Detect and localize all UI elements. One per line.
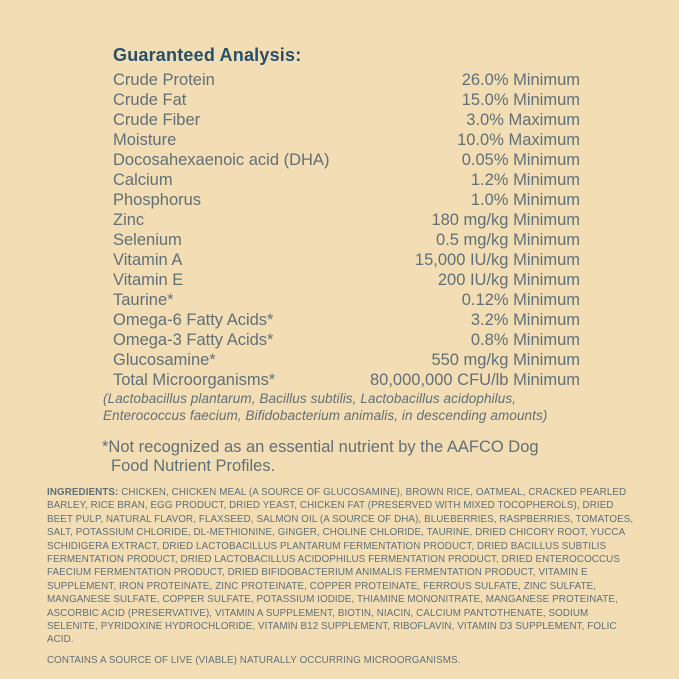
nutrient-name: Vitamin A (113, 251, 183, 269)
aafco-footnote-line: Food Nutrient Profiles. (111, 457, 276, 475)
guaranteed-analysis-heading: Guaranteed Analysis: (113, 45, 302, 65)
nutrient-guarantee-value: 15.0% Minimum (461, 91, 580, 109)
ingredients-section (47, 486, 639, 667)
ga-table-row (113, 270, 580, 290)
ga-table-row (113, 250, 580, 270)
ga-table-row (113, 130, 580, 150)
nutrient-name: Phosphorus (113, 191, 202, 209)
aafco-footnote (102, 438, 580, 476)
nutrient-name: Moisture (113, 131, 177, 149)
nutrient-name: Glucosamine* (113, 351, 216, 369)
nutrient-guarantee-value: 26.0% Minimum (461, 71, 580, 89)
nutrient-name: Taurine* (113, 291, 174, 309)
nutrient-guarantee-value: 1.2% Minimum (470, 171, 580, 189)
nutrient-guarantee-value: 80,000,000 CFU/lb Minimum (369, 371, 580, 389)
nutrient-name: Calcium (113, 171, 173, 189)
ga-table-row (113, 210, 580, 230)
aafco-footnote-line: *Not recognized as an essential nutrient by the AAFCO Dog (102, 438, 539, 456)
nutrient-name: Crude Fiber (113, 111, 201, 129)
ingredients-label: INGREDIENTS: (47, 487, 119, 498)
nutrient-guarantee-value: 0.5 mg/kg Minimum (436, 231, 580, 249)
nutrient-guarantee-value: 10.0% Maximum (457, 131, 580, 149)
nutrient-guarantee-value: 0.8% Minimum (470, 331, 580, 349)
nutrient-name: Crude Fat (113, 91, 187, 109)
nutrient-guarantee-value: 200 IU/kg Minimum (437, 271, 580, 289)
microorganisms-note-line: (Lactobacillus plantarum, Bacillus subtilis, Lactobacillus acidophilus, (103, 391, 517, 406)
guaranteed-analysis-section (102, 45, 580, 476)
ga-table-row (113, 350, 580, 370)
nutrient-name: Total Microorganisms* (113, 371, 276, 389)
ga-table-row (113, 70, 580, 90)
nutrient-guarantee-value: 0.12% Minimum (461, 291, 580, 309)
ingredients-paragraph (47, 486, 639, 647)
ga-table-row (113, 230, 580, 250)
ga-table-row (113, 310, 580, 330)
ga-table-row (113, 110, 580, 130)
ga-table (113, 70, 580, 390)
ga-table-row (113, 330, 580, 350)
ingredients-list-text: CHICKEN, CHICKEN MEAL (A SOURCE OF GLUCOSAMINE), BROWN RICE, OATMEAL, CRACKED PEARLED BARLEY, RICE BRAN, EGG PRODUCT, DRIED YEAST, CHICKEN FAT (PRESERVED WITH MIXED TOCOPHEROLS), DRIED BEET PULP, NATURAL FLAVOR, FLAXSEED, SALMON OIL (A SOURCE OF DHA), BLUEBERRIES, RASPBERRIES, TOMATOES, SALT, POTASSIUM CHLORIDE, DL-METHIONINE, GINGER, CHOLINE CHLORIDE, TAURINE, DRIED CHICORY ROOT, YUCCA SCHIDIGERA EXTRACT, DRIED LACTOBACILLUS PLANTARUM FERMENTATION PRODUCT, DRIED BACILLUS SUBTILIS FERMENTATION PRODUCT, DRIED LACTOBACILLUS ACIDOPHILUS FERMENTATION PRODUCT, DRIED ENTEROCOCCUS FAECIUM FERMENTATION PRODUCT, DRIED BIFIDOBACTERIUM ANIMALIS FERMENTATION PRODUCT, VITAMIN E SUPPLEMENT, IRON PROTEINATE, ZINC PROTEINATE, COPPER PROTEINATE, FERROUS SULFATE, ZINC SULFATE, MANGANESE SULFATE, COPPER SULFATE, POTASSIUM IODIDE, THIAMINE MONONITRATE, MANGANESE PROTEINATE, ASCORBIC ACID (PRESERVATIVE), VITAMIN A SUPPLEMENT, BIOTIN, NIACIN, CALCIUM PANTOTHENATE, SODIUM SELENITE, PYRIDOXINE HYDROCHLORIDE, VITAMIN B12 SUPPLEMENT, RIBOFLAVIN, VITAMIN D3 SUPPLEMENT, FOLIC ACID. (47, 487, 634, 646)
nutrient-name: Omega-6 Fatty Acids* (113, 311, 274, 329)
ga-table-row (113, 290, 580, 310)
nutrient-name: Selenium (113, 231, 182, 249)
contains-statement: CONTAINS A SOURCE OF LIVE (VIABLE) NATURALLY OCCURRING MICROORGANISMS. (47, 654, 461, 666)
nutrient-guarantee-value: 0.05% Minimum (461, 151, 580, 169)
nutrient-name: Omega-3 Fatty Acids* (113, 331, 274, 349)
microorganisms-species-note (103, 391, 580, 424)
nutrient-guarantee-value: 180 mg/kg Minimum (431, 211, 580, 229)
ga-table-row (113, 90, 580, 110)
nutrient-guarantee-value: 3.0% Maximum (466, 111, 580, 129)
nutrient-name: Docosahexaenoic acid (DHA) (113, 151, 330, 169)
nutrient-name: Zinc (113, 211, 145, 229)
microorganisms-note-line: Enterococcus faecium, Bifidobacterium animalis, in descending amounts) (103, 407, 548, 423)
nutrient-name: Vitamin E (113, 271, 184, 289)
nutrient-guarantee-value: 550 mg/kg Minimum (431, 351, 580, 369)
nutrient-guarantee-value: 3.2% Minimum (470, 311, 580, 329)
nutrient-guarantee-value: 15,000 IU/kg Minimum (414, 251, 580, 269)
ga-table-row (113, 150, 580, 170)
nutrient-guarantee-value: 1.0% Minimum (470, 191, 580, 209)
ga-table-row (113, 370, 580, 390)
ga-table-row (113, 170, 580, 190)
ga-table-row (113, 190, 580, 210)
nutrient-name: Crude Protein (113, 71, 215, 89)
